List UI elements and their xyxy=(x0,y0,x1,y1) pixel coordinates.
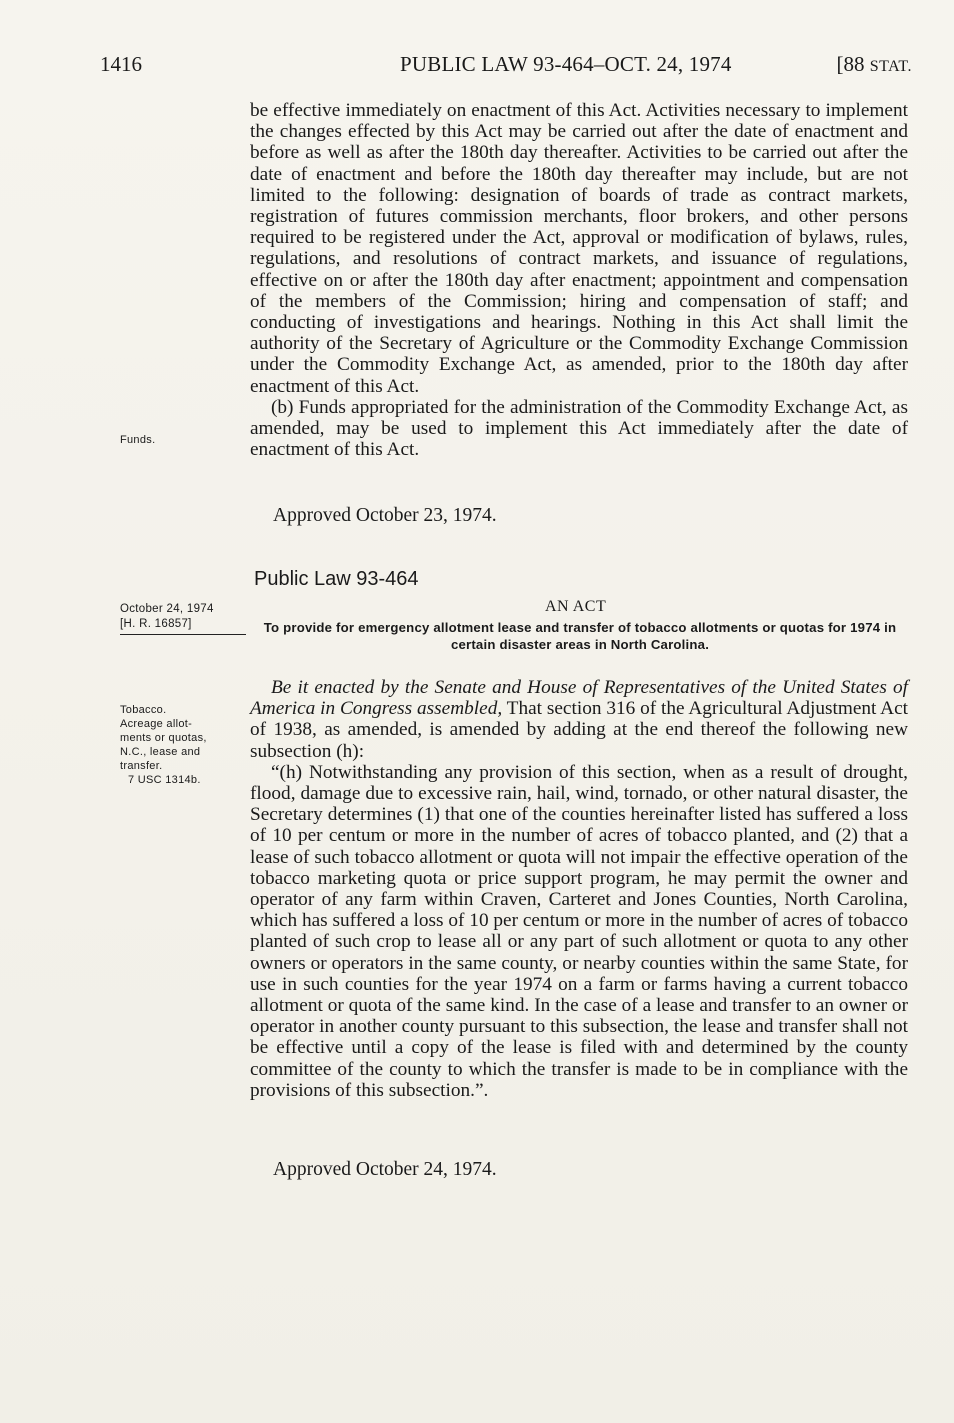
section-a-text xyxy=(250,100,908,460)
margin-note-funds: Funds. xyxy=(120,434,156,446)
approved-date-2: Approved October 24, 1974. xyxy=(273,1159,497,1180)
stat-word: STAT. xyxy=(869,58,912,75)
subsection-b-paragraph: (b) Funds appropriated for the administration of the Commodity Exchange Act, as amended, may be used to implement this Act immediately after the date of enactment of this Act. xyxy=(250,396,908,461)
enactment-text xyxy=(250,677,908,1101)
act-purpose: To provide for emergency allotment lease and transfer of tobacco allotments or quotas for 1974 in certain disaster areas in North Carolina. xyxy=(263,620,897,652)
bill-number: [H. R. 16857] xyxy=(120,618,192,630)
margin-note-line: N.C., lease and xyxy=(120,746,201,758)
margin-note-line: ments or quotas, xyxy=(120,732,207,744)
enacting-clause-rest: That section 316 of the Agricultural Adjustment Act of 1938, as amended, is amended by adding at the end thereof the following new subsection (h): xyxy=(250,698,908,762)
running-title: PUBLIC LAW 93-464–OCT. 24, 1974 xyxy=(400,52,732,76)
public-law-heading: Public Law 93-464 xyxy=(254,568,419,590)
margin-note-line: transfer. xyxy=(120,760,163,772)
statute-reference xyxy=(836,52,912,77)
section-a-paragraph: be effective immediately on enactment of this Act. Activities necessary to implement the changes effected by this Act may be carried out after the date of enactment and before as well as after the 180th day thereafter. Activities to be carried out after the date of enactment and before the 180th day thereafter may include, but are not limited to the following: designation of boards of trade as contract markets, registration of futures commission merchants, floor brokers, and other persons required to be registered under the Act, approval or modification of bylaws, rules, regulations, and resolutions of contract markets, and issuance of regulations, effective on or after the 180th day after enactment; appointment and compensation of the members of the Commission; hiring and compensation of staff; and conducting of investigations and hearings. Nothing in this Act shall limit the authority of the Secretary of Agriculture or the Commodity Exchange Commission under the Commodity Exchange Act, as amended, prior to the 180th day after enactment of this Act. xyxy=(250,100,908,397)
an-act-title: AN ACT xyxy=(545,598,607,615)
stat-prefix: [88 xyxy=(836,52,870,76)
act-date: October 24, 1974 xyxy=(120,603,214,615)
approved-date-1: Approved October 23, 1974. xyxy=(273,505,497,526)
act-date-block xyxy=(120,602,214,632)
margin-note-line: 7 USC 1314b. xyxy=(128,774,201,786)
margin-note-tobacco xyxy=(120,703,240,787)
enacting-clause xyxy=(250,677,908,762)
page-header xyxy=(100,52,912,82)
page-number: 1416 xyxy=(100,52,142,76)
enacting-clause-italic: Be it enacted by the Senate and House of Representatives of the United States of America in Congress assembled, xyxy=(250,677,908,720)
act-date-divider xyxy=(120,634,246,635)
subsection-h-paragraph: “(h) Notwithstanding any provision of this section, when as a result of drought, flood, damage due to excessive rain, hail, wind, tornado, or other natural disaster, the Secretary determines (1) that one of the counties hereinafter listed has suffered a loss of 10 per centum or more in the number of acres of tobacco planted, and (2) that a lease of such tobacco allotment or quota will not impair the effective operation of the tobacco marketing quota or price support program, he may permit the owner and operator of any farm within Craven, Carteret and Jones Counties, North Carolina, which has suffered a loss of 10 per centum or more in the number of acres of tobacco planted of such crop to lease all or any part of such allotment or quota to any other owners or operators in the same county, or nearby counties within the same State, for use in such counties for the year 1974 on a farm or farms having a current tobacco allotment or quota of the same kind. In the case of a lease and transfer to an owner or operator in another county pursuant to this subsection, the lease and transfer shall not be effective until a copy of the lease is filed with and determined by the county committee of the county to which the transfer is made to be in compliance with the provisions of this subsection.”. xyxy=(250,761,908,1101)
margin-note-line: Acreage allot- xyxy=(120,718,193,730)
margin-note-line: Tobacco. xyxy=(120,704,167,716)
